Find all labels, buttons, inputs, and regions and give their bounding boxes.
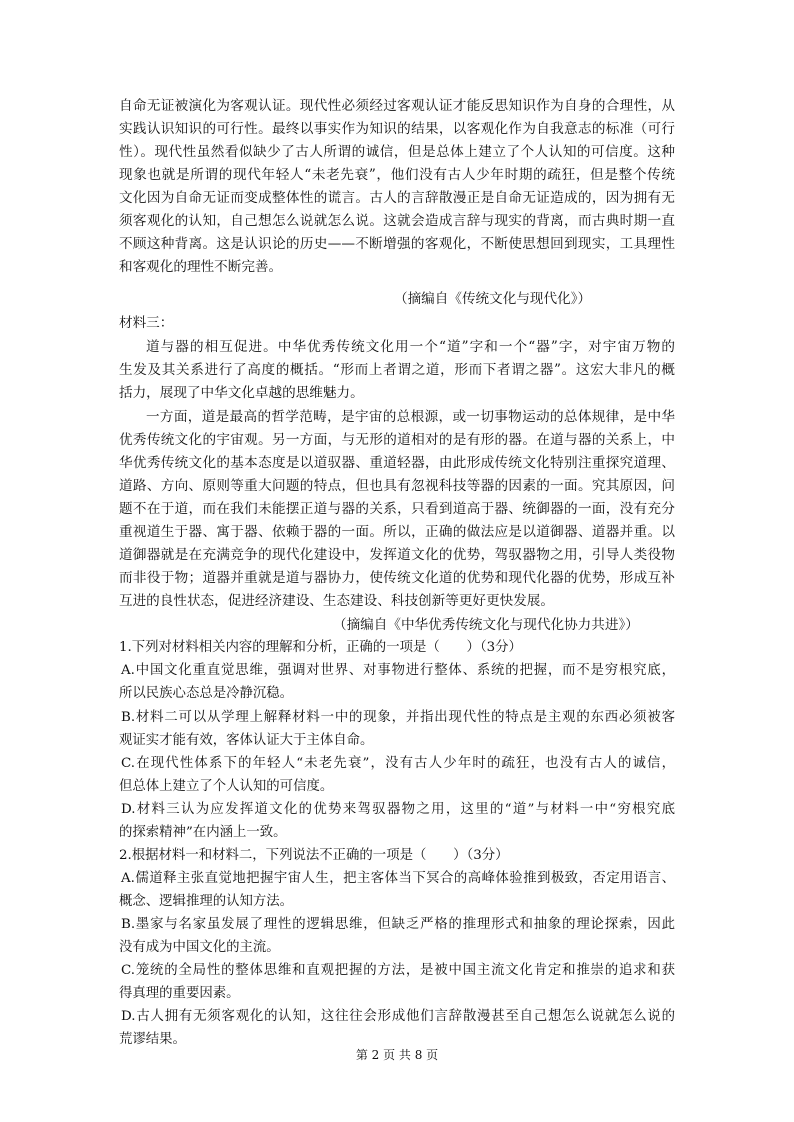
text-line: 括力，展现了中华文化卓越的思维魅力。 — [119, 385, 364, 401]
text-line: 生发及其关系进行了高度的概括。“形而上者谓之道，形而下者谓之器”。这宏大非凡的概 — [119, 362, 675, 378]
material-2-source: （摘编自《传统文化与现代化》） — [394, 291, 592, 307]
text-line: 一方面，道是最高的哲学范畴，是宇宙的总根源，或一切事物运动的总体规律，是中华 — [146, 409, 675, 425]
text-line: 须客观化的认知，自己想怎么说就怎么说。这就会造成言辞与现实的背离，而古典时期一直 — [119, 213, 675, 229]
text-line: 不顾这种背离。这是认识论的历史——不断增强的客观化，不断使思想回到现实，工具理性 — [119, 236, 675, 252]
text-line: 文化因为自命无证而变成整体性的谎言。古人的言辞散漫正是自命无证造成的，因为拥有无 — [119, 190, 675, 206]
question-stem: 2.根据材料一和材料二，下列说法不正确的一项是（ ）（3分） — [119, 848, 509, 863]
text-line: 自命无证被演化为客观认证。现代性必须经过客观认证才能反思知识作为自身的合理性，从 — [119, 98, 675, 114]
option-c: C.在现代性体系下的年轻人“未老先衰”，没有古人少年时的疏狂，也没有古人的诚信， — [121, 756, 675, 771]
text-line: 重视道生于器、寓于器、依赖于器的一面。所以，正确的做法应是以道御器、道器并重。以 — [119, 524, 675, 540]
option-b: B.墨家与名家虽发展了理性的逻辑思维，但缺乏严格的推理形式和抽象的理论探索，因此 — [121, 917, 675, 932]
option-a-cont: 概念、逻辑推理的认知方法。 — [119, 894, 294, 909]
option-c: C.笼统的全局性的整体思维和直观把握的方法，是被中国主流文化肯定和推崇的追求和获 — [121, 963, 675, 978]
text-line: 华优秀传统文化的基本态度是以道驭器、重道轻器，由此形成传统文化特别注重探究道理、 — [119, 455, 675, 471]
text-line: 现象也就是所谓的现代年轻人“未老先衰”，他们没有古人少年时期的疏狂，但是整个传统 — [119, 167, 675, 183]
text-line: 和客观化的理性不断完善。 — [119, 259, 283, 275]
text-line: 道路、方向、原则等重大问题的特点，但也具有忽视科技等器的因素的一面。究其原因，问 — [119, 478, 675, 494]
option-d-cont: 的探索精神”在内涵上一致。 — [119, 825, 287, 840]
page-footer: 第 2 页 共 8 页 — [355, 1048, 439, 1062]
text-line: 题不在于道，而在我们未能摆正道与器的关系，只看到道高于器、统御器的一面，没有充分 — [119, 501, 675, 517]
material-3-heading: 材料三： — [119, 315, 174, 331]
text-line: 优秀传统文化的宇宙观。另一方面，与无形的道相对的是有形的器。在道与器的关系上，中 — [119, 432, 675, 448]
option-a: A.儒道释主张直觉地把握宇宙人生，把主客体当下冥合的高峰体验推到极致，否定用语言、 — [121, 871, 675, 886]
option-d: D.古人拥有无须客观化的认知，这往往会形成他们言辞散漫甚至自己想怎么说就怎么说的 — [121, 1009, 675, 1024]
text-line: 互进的良性状态，促进经济建设、生态建设、科技创新等更好更快发展。 — [119, 593, 554, 609]
material-3-source: （摘编自《中华优秀传统文化与现代化协力共进》） — [333, 617, 639, 633]
text-line: 而非役于物；道器并重就是道与器协力，使传统文化道的优势和现代化器的优势，形成互补 — [119, 570, 675, 586]
option-d: D.材料三认为应发挥道文化的优势来驾驭器物之用，这里的“道”与材料一中“穷根究底 — [121, 802, 675, 817]
option-c-cont: 得真理的重要因素。 — [119, 986, 240, 1001]
option-b-cont: 没有成为中国文化的主流。 — [119, 940, 280, 955]
option-d-cont: 荒谬结果。 — [119, 1032, 186, 1047]
option-a-cont: 所以民族心态总是冷静沉稳。 — [119, 686, 294, 701]
text-line: 实践认识知识的可行性。最终以事实作为知识的结果，以客观化作为自我意志的标准（可行 — [119, 121, 675, 137]
option-b: B.材料二可以从学理上解释材料一中的现象，并指出现代性的特点是主观的东西必须被客 — [121, 710, 675, 725]
question-stem: 1.下列对材料相关内容的理解和分析，正确的一项是（ ）（3分） — [119, 640, 522, 655]
text-line: 道与器的相互促进。中华优秀传统文化用一个“道”字和一个“器”字，对宇宙万物的 — [146, 339, 675, 355]
text-line: 道御器就是在充满竞争的现代化建设中，发挥道文化的优势，驾驭器物之用，引导人类役物 — [119, 547, 675, 563]
option-b-cont: 观证实才能有效，客体认证大于主体自命。 — [119, 733, 374, 748]
option-c-cont: 但总体上建立了个人认知的可信度。 — [119, 779, 334, 794]
text-line: 性）。现代性虽然看似缺少了古人所谓的诚信，但是总体上建立了个人认知的可信度。这种 — [119, 144, 675, 160]
option-a: A.中国文化重直觉思维，强调对世界、对事物进行整体、系统的把握，而不是穷根究底， — [121, 663, 675, 678]
